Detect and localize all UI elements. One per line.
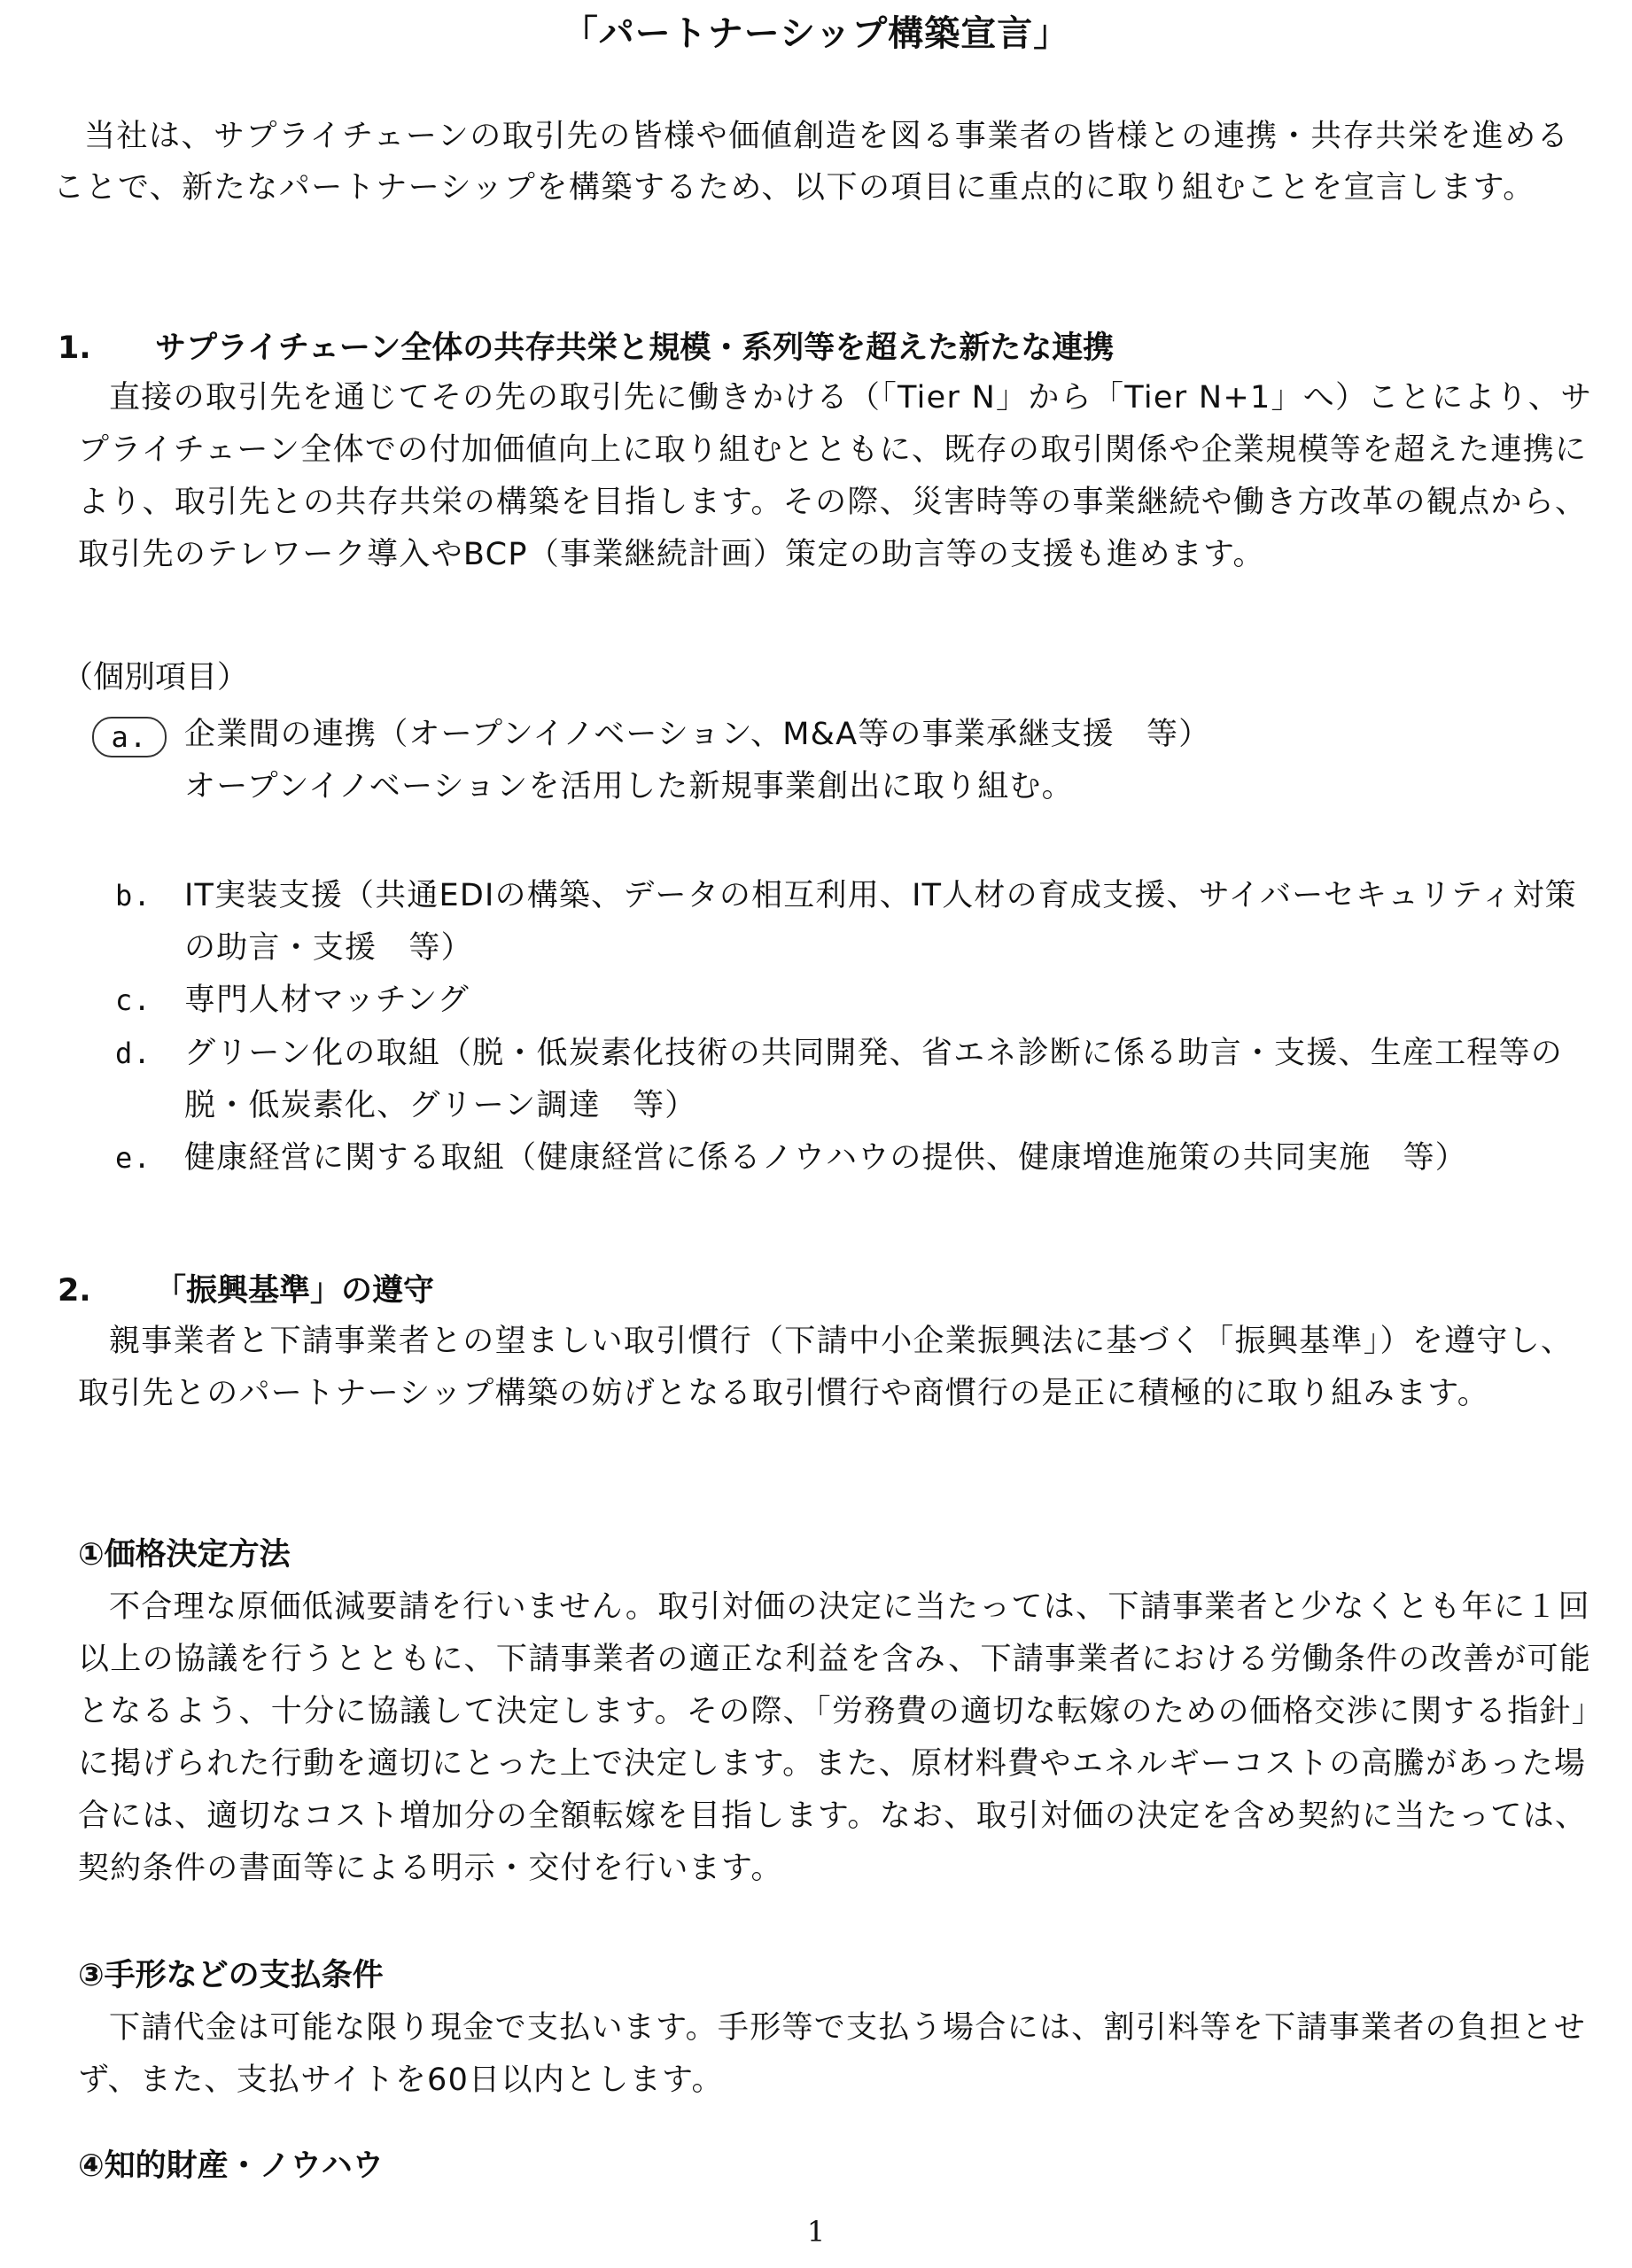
section-2-body: 親事業者と下請事業者との望ましい取引慣行（下請中小企業振興法に基づく「振興基準」）を遵守し、取引先とのパートナーシップ構築の妨げとなる取引慣行や商慣行の是正に積極的に取り組みます。: [78, 1324, 1574, 1411]
subsection-payment-heading: ③手形などの支払条件: [78, 1958, 384, 1993]
item-marker-d: d.: [115, 1037, 152, 1070]
section-1-title: サプライチェーン全体の共存共栄と規模・系列等を超えた新たな連携: [155, 330, 1115, 366]
item-text-a: 企業間の連携（オープンイノベーション、M&A等の事業承継支援 等）: [184, 717, 1211, 752]
document-title: 「パートナーシップ構築宣言」: [562, 13, 1070, 54]
item-marker-a: a.: [92, 717, 167, 757]
list-item-a: [89, 709, 1595, 813]
item-text-c: 専門人材マッチング: [184, 983, 470, 1018]
item-text-d: グリーン化の取組（脱・低炭素化技術の共同開発、省エネ診断に係る助言・支援、生産工程等の脱・低炭素化、グリーン調達 等）: [184, 1036, 1563, 1123]
item-marker-e: e.: [115, 1141, 152, 1175]
item-marker-b: b.: [115, 879, 152, 913]
item-marker-c: c.: [115, 983, 152, 1017]
item-text-b: IT実装支援（共通EDIの構築、データの相互利用、IT人材の育成支援、サイバーセキュリティ対策の助言・支援 等）: [184, 878, 1577, 966]
section-2-heading: [53, 1269, 434, 1313]
intro-paragraph: 当社は、サプライチェーンの取引先の皆様や価値創造を図る事業者の皆様との連携・共存共栄を進めることで、新たなパートナーシップを構築するため、以下の項目に重点的に取り組むことを宣言します。: [53, 119, 1570, 206]
subsection-price-heading: ①価格決定方法: [78, 1537, 291, 1573]
items-label: （個別項目）: [62, 660, 249, 695]
section-1-body: 直接の取引先を通じてその先の取引先に働きかける（「Tier N」から「Tier N+1」へ）ことにより、サプライチェーン全体での付加価値向上に取り組むとともに、既存の取引関係や企業規模等を超えた連携により、取引先との共存共栄の構築を目指します。その際、災害時等の事業継続や働き方改革の観点から、取引先のテレワーク導入やBCP（事業継続計画）策定の助言等の支援も進めます。: [78, 380, 1593, 572]
subsection-payment-body: 下請代金は可能な限り現金で支払います。手形等で支払う場合には、割引料等を下請事業者の負担とせず、また、支払サイトを60日以内とします。: [78, 2010, 1587, 2098]
list-item-c: [89, 975, 1595, 1027]
section-1-number: 1.: [58, 330, 91, 366]
subsection-price-body: 不合理な原価低減要請を行いません。取引対価の決定に当たっては、下請事業者と少なくとも年に１回以上の協議を行うとともに、下請事業者の適正な利益を含み、下請事業者における労働条件の改善が可能となるよう、十分に協議して決定します。その際、「労務費の適切な転嫁のための価格交渉に関する指針」に掲げられた行動を適切にとった上で決定します。また、原材料費やエネルギーコストの高騰があった場合には、適切なコスト増加分の全額転嫁を目指します。なお、取引対価の決定を含め契約に当たっては、契約条件の書面等による明示・交付を行います。: [78, 1589, 1592, 1886]
section-2-number: 2.: [58, 1273, 91, 1309]
list-item-e: [89, 1132, 1595, 1184]
list-item-b: [89, 870, 1595, 975]
page-number: 1: [806, 2215, 826, 2249]
item-text-e: 健康経営に関する取組（健康経営に係るノウハウの提供、健康増進施策の共同実施 等）: [184, 1140, 1468, 1176]
section-2-title: 「振興基準」の遵守: [155, 1273, 435, 1309]
list-item-d: [89, 1028, 1595, 1132]
subsection-ip-heading: ④知的財産・ノウハウ: [78, 2148, 384, 2184]
item-note-a: オープンイノベーションを活用した新規事業創出に取り組む。: [184, 769, 1074, 804]
section-1-heading: [53, 326, 1114, 370]
